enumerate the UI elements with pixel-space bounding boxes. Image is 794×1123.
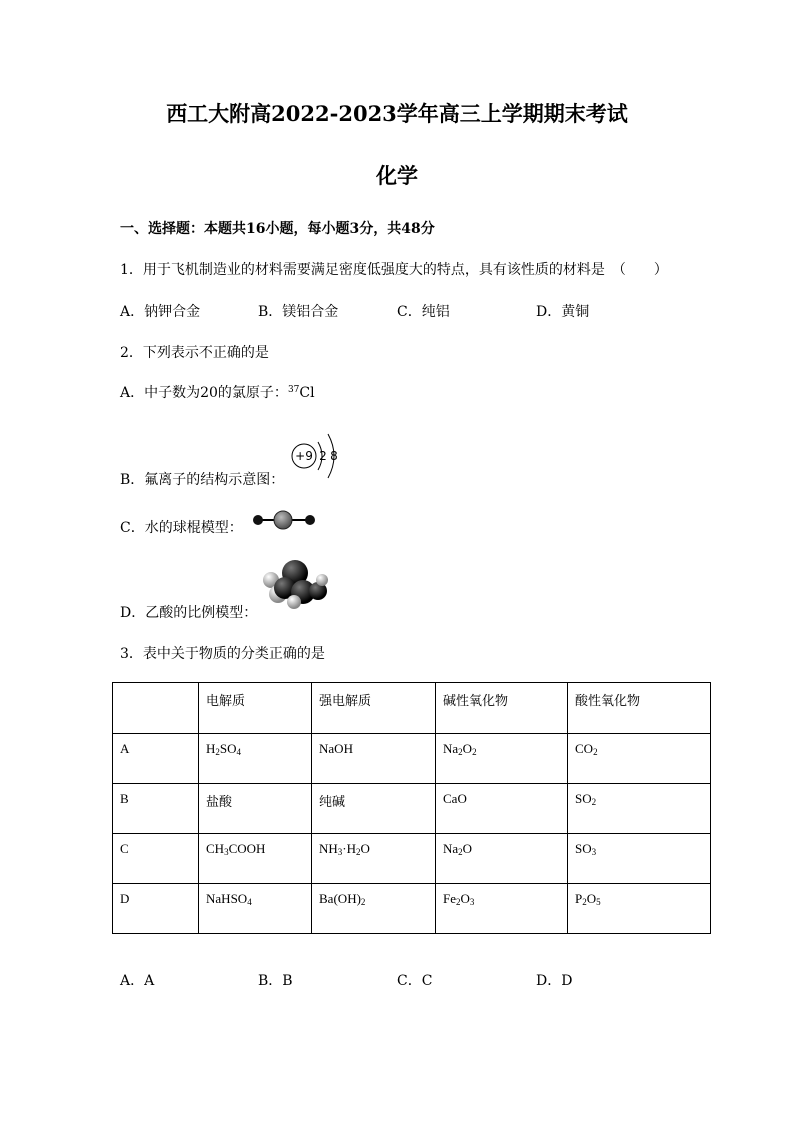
table-cell: $CO_2$: [568, 734, 711, 784]
table-cell: $NH_3\cdot H_2O$: [312, 834, 436, 884]
table-cell: $Ba(OH)_2$: [312, 884, 436, 934]
fluoride-ion-structure-diagram: [288, 428, 348, 484]
question-3-stem: 3．表中关于物质的分类正确的是: [120, 646, 325, 662]
table-header-cell: [113, 683, 199, 734]
question-3-option-b: B．B: [258, 973, 293, 989]
option-a-text: A．中子数为20的氯原子：: [120, 385, 288, 401]
shell-2-electrons: 8: [330, 449, 338, 463]
table-row: [113, 734, 711, 784]
question-2-option-d: D．乙酸的比例模型：: [120, 605, 258, 621]
table-header-cell: 电解质: [199, 683, 312, 734]
question-2-option-c: C．水的球棍模型：: [120, 520, 243, 536]
table-cell: NaOH: [312, 734, 436, 784]
table-header-row: [113, 683, 711, 734]
table-row: [113, 784, 711, 834]
table-cell: $SO_2$: [568, 784, 711, 834]
table-cell: $Na_2O$: [436, 834, 568, 884]
element-symbol: Cl: [299, 385, 315, 401]
table-header-cell: 强电解质: [312, 683, 436, 734]
table-cell: $Fe_2O_3$: [436, 884, 568, 934]
table-cell: $P_2O_5$: [568, 884, 711, 934]
classification-table: [112, 682, 711, 934]
row-label: A: [113, 734, 199, 784]
question-1-stem: 1．用于飞机制造业的材料需要满足密度低强度大的特点，具有该性质的材料是 （ ）: [120, 262, 668, 278]
question-1-option-b: B．镁铝合金: [258, 304, 339, 320]
question-3-option-d: D．D: [536, 973, 573, 989]
table-cell: $SO_3$: [568, 834, 711, 884]
question-3-option-c: C．C: [397, 973, 433, 989]
table-header-cell: 酸性氧化物: [568, 683, 711, 734]
table-cell: CaO: [436, 784, 568, 834]
table-cell: NaHSO$_4$: [199, 884, 312, 934]
acetic-acid-space-filling-model: [258, 556, 330, 612]
table-row: [113, 884, 711, 934]
question-1-option-c: C．纯铝: [397, 304, 450, 320]
table-row: [113, 834, 711, 884]
water-ball-stick-model: [250, 508, 320, 532]
section-heading: 一、选择题：本题共16小题，每小题3分，共48分: [120, 221, 435, 237]
shell-1-electrons: 2: [319, 449, 327, 463]
mass-number: 37: [287, 385, 300, 395]
table-cell: 纯碱: [312, 784, 436, 834]
row-label: C: [113, 834, 199, 884]
question-2-stem: 2．下列表示不正确的是: [120, 345, 269, 361]
table-cell: $H_2SO_4$: [199, 734, 312, 784]
question-2-option-a: [120, 382, 315, 402]
table-cell: $CH_3COOH$: [199, 834, 312, 884]
table-cell: $Na_2O_2$: [436, 734, 568, 784]
exam-title: 西工大附高2022-2023学年高三上学期期末考试: [166, 101, 628, 126]
nucleus-charge: +9: [295, 449, 313, 463]
row-label: B: [113, 784, 199, 834]
question-2-option-b: B．氟离子的结构示意图：: [120, 472, 285, 488]
table-header-cell: 碱性氧化物: [436, 683, 568, 734]
table-cell: 盐酸: [199, 784, 312, 834]
row-label: D: [113, 884, 199, 934]
question-1-option-a: A．钠钾合金: [120, 304, 201, 320]
exam-subject: 化学: [376, 163, 418, 188]
question-1-option-d: D．黄铜: [536, 304, 590, 320]
question-3-option-a: A．A: [120, 973, 155, 989]
